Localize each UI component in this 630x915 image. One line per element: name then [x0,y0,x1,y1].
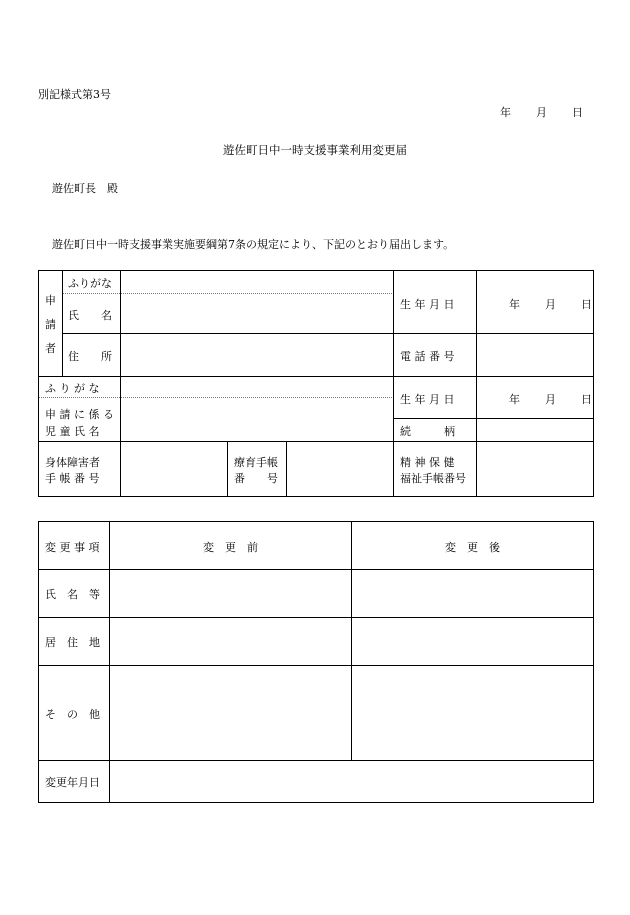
addressee: 遊佐町長 殿 [52,182,118,195]
ryoiku-handbook-field[interactable] [287,442,394,496]
applicant-address-label: 住 所 [68,350,112,363]
disability-handbook-label-line2: 手 帳 番 号 [45,472,100,485]
mental-handbook-label-cell [394,442,477,496]
ryoiku-handbook-label-line1: 療育手帳 [234,456,278,469]
change-name-before-field[interactable] [110,570,352,618]
child-dob-label: 生 年 月 日 [400,393,455,406]
child-furigana-label: ふ り が な [45,382,100,395]
applicant-furigana-label: ふりがな [68,277,112,290]
change-after-header [352,522,593,570]
disability-handbook-label-cell [39,442,121,496]
applicant-group-char-2: 請 [45,318,56,331]
change-before-header [110,522,352,570]
applicant-table [38,270,594,497]
mental-handbook-field[interactable] [477,442,593,496]
change-other-after-field[interactable] [352,666,593,761]
form-number: 別記様式第3号 [38,88,111,101]
mental-handbook-label-line1: 精 神 保 健 [400,456,455,469]
applicant-name-label: 氏 名 [68,309,112,322]
change-row-date-label: 変更年月日 [45,776,100,789]
child-dob-label-cell [394,377,477,419]
change-row-other-label: そ の 他 [45,708,100,721]
child-name-label-line1: 申 請 に 係 る [45,408,114,421]
mental-handbook-label-line2: 福祉手帳番号 [400,472,466,485]
child-name-field[interactable] [121,377,394,442]
applicant-address-field[interactable] [121,334,394,377]
child-dob-month: 月 [545,393,556,406]
change-row-residence-label: 居 住 地 [45,636,100,649]
change-row-date [39,761,110,802]
disability-handbook-field[interactable] [121,442,228,496]
date-year-label: 年 [500,106,511,119]
change-item-header [39,522,110,570]
child-dob-year: 年 [509,393,520,406]
change-item-header-label: 変 更 事 項 [45,541,100,554]
change-table [38,521,594,803]
child-dob-day: 日 [581,393,592,406]
applicant-group-label [39,271,63,377]
change-date-field[interactable] [110,761,593,802]
change-row-residence [39,618,110,666]
date-month-label: 月 [536,106,547,119]
child-relation-label: 続 柄 [400,425,455,438]
applicant-group-char-3: 者 [45,342,56,355]
change-residence-before-field[interactable] [110,618,352,666]
change-name-after-field[interactable] [352,570,593,618]
applicant-dob-day: 日 [581,298,592,311]
change-row-other [39,666,110,761]
ryoiku-handbook-label-line2: 番 号 [234,472,278,485]
applicant-dob-field[interactable] [477,271,593,334]
disability-handbook-label-line1: 身体障害者 [45,456,100,469]
applicant-name-field[interactable] [121,271,394,334]
child-relation-label-cell [394,419,477,442]
change-residence-after-field[interactable] [352,618,593,666]
applicant-name-label-cell [63,271,121,334]
ryoiku-handbook-label-cell [228,442,287,496]
applicant-phone-field[interactable] [477,334,593,377]
change-row-name-label: 氏 名 等 [45,588,100,601]
applicant-dob-year: 年 [509,298,520,311]
applicant-address-label-cell [63,334,121,377]
change-after-header-label: 変 更 後 [445,541,500,554]
date-day-label: 日 [572,106,583,119]
applicant-phone-label: 電 話 番 号 [400,350,455,363]
change-before-header-label: 変 更 前 [203,541,258,554]
intro-text: 遊佐町日中一時支援事業実施要綱第7条の規定により、下記のとおり届出します。 [52,238,455,251]
child-name-label-cell [39,377,121,442]
applicant-phone-label-cell [394,334,477,377]
document-title: 遊佐町日中一時支援事業利用変更届 [223,143,407,157]
child-relation-field[interactable] [477,419,593,442]
applicant-dob-month: 月 [545,298,556,311]
change-other-before-field[interactable] [110,666,352,761]
child-dob-field[interactable] [477,377,593,419]
change-row-name [39,570,110,618]
applicant-group-char-1: 申 [45,294,56,307]
applicant-dob-label: 生 年 月 日 [400,298,455,311]
applicant-dob-label-cell [394,271,477,334]
child-name-label-line2: 児 童 氏 名 [45,425,100,438]
